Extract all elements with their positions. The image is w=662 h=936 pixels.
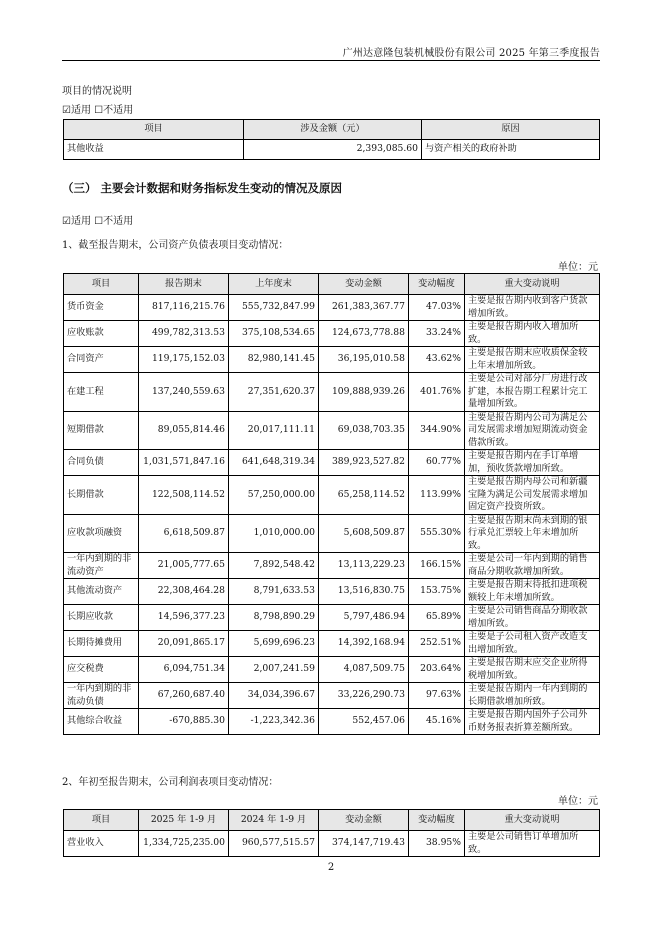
cell-current: 67,260,687.40: [139, 683, 229, 709]
cell-item: 应交税费: [64, 657, 139, 683]
cell-current: 6,094,751.34: [139, 657, 229, 683]
cell-current: 6,618,509.87: [139, 514, 229, 553]
col-header-amount: 涉及金额（元）: [244, 120, 422, 140]
cell-item: 应收账款: [64, 321, 139, 347]
col-header-current: 报告期末: [139, 274, 229, 295]
col-header-reason: 原因: [422, 120, 600, 140]
col-header-reason: 重大变动说明: [465, 810, 600, 831]
cell-prior: 20,017,111.11: [229, 411, 319, 450]
col-header-item: 项目: [64, 810, 139, 831]
cell-reason: 主要是报告期末尚未到期的银行承兑汇票较上年末增加所致。: [465, 514, 600, 553]
table-row: [64, 605, 600, 631]
cell-amount: 2,393,085.60: [244, 140, 422, 160]
cell-reason: 主要是报告期内国外子公司外币财务报表折算差额所致。: [465, 709, 600, 735]
table-row: [64, 411, 600, 450]
cell-reason: 与资产相关的政府补助: [422, 140, 600, 160]
cell-pct: 38.95%: [409, 831, 465, 857]
col-header-pct: 变动幅度: [409, 274, 465, 295]
cell-item: 长期待摊费用: [64, 631, 139, 657]
unit-label-b: 单位：元: [558, 262, 598, 273]
cell-change: 5,608,509.87: [319, 514, 409, 553]
balance-sheet-change-table: [63, 273, 600, 735]
cell-pct: 555.30%: [409, 514, 465, 553]
col-header-current: 2025 年 1-9 月: [139, 810, 229, 831]
cell-prior: 8,798,890.29: [229, 605, 319, 631]
cell-prior: 5,699,696.23: [229, 631, 319, 657]
cell-prior: 57,250,000.00: [229, 476, 319, 515]
cell-change: 13,113,229.23: [319, 553, 409, 579]
cell-change: 261,383,367.77: [319, 295, 409, 321]
header-divider: [62, 60, 600, 61]
cell-pct: 166.15%: [409, 553, 465, 579]
cell-item: 长期借款: [64, 476, 139, 515]
cell-prior: 641,648,319.34: [229, 450, 319, 476]
table-row: [64, 321, 600, 347]
cell-prior: -1,223,342.36: [229, 709, 319, 735]
col-header-item: 项目: [64, 274, 139, 295]
cell-change: 5,797,486.94: [319, 605, 409, 631]
cell-pct: 33.24%: [409, 321, 465, 347]
cell-prior: 27,351,620.37: [229, 373, 319, 412]
table-row: [64, 476, 600, 515]
income-statement-change-table: [63, 809, 600, 857]
cell-change: 13,516,830.75: [319, 579, 409, 605]
cell-reason: 主要是报告期内在手订单增加，预收货款增加所致。: [465, 450, 600, 476]
table-row: [64, 553, 600, 579]
cell-pct: 113.99%: [409, 476, 465, 515]
cell-current: 14,596,377.23: [139, 605, 229, 631]
col-header-reason: 重大变动说明: [465, 274, 600, 295]
unit-label-c: 单位：元: [558, 796, 598, 807]
project-explanation-label: 项目的情况说明: [62, 86, 132, 97]
table-row: [64, 831, 600, 857]
cell-current: 20,091,865.17: [139, 631, 229, 657]
table-row: [64, 709, 600, 735]
table-row: [64, 579, 600, 605]
cell-prior: 375,108,534.65: [229, 321, 319, 347]
cell-prior: 34,034,396.67: [229, 683, 319, 709]
table-row: [64, 657, 600, 683]
cell-pct: 43.62%: [409, 347, 465, 373]
cell-item: 应收款项融资: [64, 514, 139, 553]
cell-change: 124,673,778.88: [319, 321, 409, 347]
cell-change: 389,923,527.82: [319, 450, 409, 476]
cell-prior: 8,791,633.53: [229, 579, 319, 605]
cell-reason: 主要是报告期末应收质保金较上年末增加所致。: [465, 347, 600, 373]
cell-prior: 7,892,548.42: [229, 553, 319, 579]
cell-reason: 主要是报告期内一年内到期的长期借款增加所致。: [465, 683, 600, 709]
cell-prior: 960,577,515.57: [229, 831, 319, 857]
col-header-prior: 上年度末: [229, 274, 319, 295]
table-row: [64, 373, 600, 412]
cell-change: 33,226,290.73: [319, 683, 409, 709]
cell-change: 374,147,719.43: [319, 831, 409, 857]
cell-current: 22,308,464.28: [139, 579, 229, 605]
table-row: [64, 295, 600, 321]
cell-pct: 252.51%: [409, 631, 465, 657]
cell-prior: 1,010,000.00: [229, 514, 319, 553]
cell-item: 营业收入: [64, 831, 139, 857]
col-header-change: 变动金额: [319, 810, 409, 831]
income-statement-subheading: 2、年初至报告期末，公司利润表项目变动情况：: [62, 777, 279, 788]
cell-item: 在建工程: [64, 373, 139, 412]
cell-current: 122,508,114.52: [139, 476, 229, 515]
cell-current: 119,175,152.03: [139, 347, 229, 373]
cell-reason: 主要是公司一年内到期的销售商品分期收款增加所致。: [465, 553, 600, 579]
cell-item: 一年内到期的非流动资产: [64, 553, 139, 579]
cell-item: 其他收益: [64, 140, 244, 160]
cell-reason: 主要是子公司租入资产改造支出增加所致。: [465, 631, 600, 657]
cell-pct: 153.75%: [409, 579, 465, 605]
section-heading: （三） 主要会计数据和财务指标发生变动的情况及原因: [62, 181, 343, 195]
cell-prior: 555,732,847.99: [229, 295, 319, 321]
cell-reason: 主要是报告期内母公司和新疆宝隆为满足公司发展需求增加固定资产投资所致。: [465, 476, 600, 515]
cell-current: 1,334,725,235.00: [139, 831, 229, 857]
table-row: [64, 514, 600, 553]
col-header-item: 项目: [64, 120, 244, 140]
balance-sheet-subheading: 1、截至报告期末，公司资产负债表项目变动情况：: [62, 240, 289, 251]
cell-reason: 主要是报告期内收到客户货款增加所致。: [465, 295, 600, 321]
cell-item: 货币资金: [64, 295, 139, 321]
cell-reason: 主要是公司销售商品分期收款增加所致。: [465, 605, 600, 631]
cell-pct: 60.77%: [409, 450, 465, 476]
cell-pct: 65.89%: [409, 605, 465, 631]
cell-prior: 82,980,141.45: [229, 347, 319, 373]
cell-change: 552,457.06: [319, 709, 409, 735]
cell-item: 合同资产: [64, 347, 139, 373]
cell-pct: 97.63%: [409, 683, 465, 709]
cell-item: 其他综合收益: [64, 709, 139, 735]
applicable-checkbox-b: ☑适用 ☐不适用: [62, 216, 134, 227]
cell-pct: 401.76%: [409, 373, 465, 412]
cell-change: 109,888,939.26: [319, 373, 409, 412]
other-income-table: [63, 119, 600, 160]
table-row: [64, 683, 600, 709]
cell-reason: 主要是公司对部分厂房进行改扩建，本报告期工程累计完工量增加所致。: [465, 373, 600, 412]
table-row: [64, 450, 600, 476]
cell-item: 短期借款: [64, 411, 139, 450]
col-header-prior: 2024 年 1-9 月: [229, 810, 319, 831]
cell-reason: 主要是报告期末待抵扣进项税额较上年末增加所致。: [465, 579, 600, 605]
cell-change: 65,258,114.52: [319, 476, 409, 515]
cell-current: 1,031,571,847.16: [139, 450, 229, 476]
cell-item: 长期应收款: [64, 605, 139, 631]
cell-reason: 主要是公司销售订单增加所致。: [465, 831, 600, 857]
cell-change: 69,038,703.35: [319, 411, 409, 450]
cell-pct: 45.16%: [409, 709, 465, 735]
cell-current: -670,885.30: [139, 709, 229, 735]
cell-prior: 2,007,241.59: [229, 657, 319, 683]
cell-pct: 203.64%: [409, 657, 465, 683]
cell-item: 一年内到期的非流动负债: [64, 683, 139, 709]
cell-change: 36,195,010.58: [319, 347, 409, 373]
cell-reason: 主要是报告期末应交企业所得税增加所致。: [465, 657, 600, 683]
cell-reason: 主要是报告期内收入增加所致。: [465, 321, 600, 347]
cell-current: 21,005,777.65: [139, 553, 229, 579]
cell-pct: 344.90%: [409, 411, 465, 450]
table-row: [64, 631, 600, 657]
applicable-checkbox-a: ☑适用 ☐不适用: [62, 105, 134, 116]
cell-current: 817,116,215.76: [139, 295, 229, 321]
cell-change: 4,087,509.75: [319, 657, 409, 683]
report-header-title: 广州达意隆包装机械股份有限公司 2025 年第三季度报告: [342, 48, 600, 59]
cell-item: 合同负债: [64, 450, 139, 476]
cell-change: 14,392,168.94: [319, 631, 409, 657]
table-row: [64, 140, 600, 160]
cell-current: 499,782,313.53: [139, 321, 229, 347]
col-header-change: 变动金额: [319, 274, 409, 295]
table-row: [64, 347, 600, 373]
cell-current: 89,055,814.46: [139, 411, 229, 450]
page-number: 2: [327, 862, 335, 873]
cell-pct: 47.03%: [409, 295, 465, 321]
cell-current: 137,240,559.63: [139, 373, 229, 412]
cell-item: 其他流动资产: [64, 579, 139, 605]
col-header-pct: 变动幅度: [409, 810, 465, 831]
cell-reason: 主要是报告期内公司为满足公司发展需求增加短期流动资金借款所致。: [465, 411, 600, 450]
